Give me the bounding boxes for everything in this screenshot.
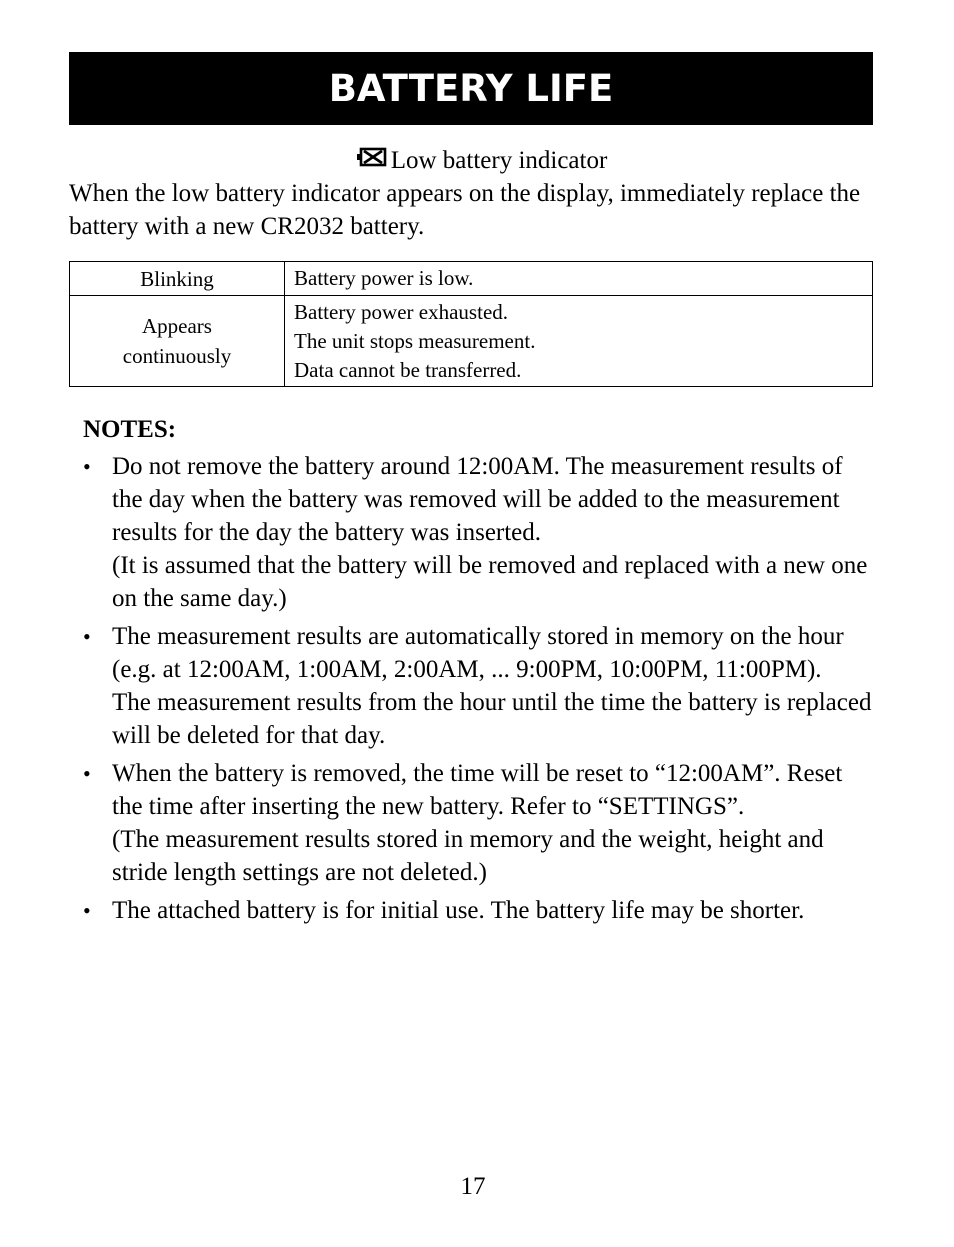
note-paragraph: (It is assumed that the battery will be removed and replaced with a new one on the same day.) [112,552,868,612]
list-item [83,757,873,889]
description-cell [285,296,873,387]
description-line: Data cannot be transferred. [294,357,522,382]
battery-status-table [69,261,873,387]
page-title: BATTERY LIFE [328,67,614,110]
state-line: Appears [142,314,212,338]
list-item [83,620,873,752]
page-title-bar [69,52,873,125]
list-item [83,894,873,927]
state-cell: Blinking [70,262,285,296]
note-paragraph: When the battery is removed, the time will be reset to “12:00AM”. Reset the time after inserting the new battery. Refer to “SETTINGS”. [112,760,843,820]
table-row [70,296,873,387]
indicator-label: Low battery indicator [390,147,608,174]
low-battery-icon [357,144,387,177]
description-line: Battery power exhausted. [294,299,509,324]
note-paragraph: (The measurement results stored in memory and the weight, height and stride length settings are not deleted.) [112,826,824,886]
bullet-icon: • [83,898,91,923]
description-line: Battery power is low. [294,266,474,290]
indicator-line [0,144,954,179]
list-item [83,450,873,615]
note-paragraph: Do not remove the battery around 12:00AM. The measurement results of the day when the battery was removed will be added to the measurement results for the day the battery was inserted. [112,453,843,546]
state-line: continuously [122,344,232,368]
bullet-icon: • [83,454,91,479]
description-cell [285,262,873,296]
notes-heading: NOTES: [83,416,177,443]
intro-text: When the low battery indicator appears on the display, immediately replace the battery with a new CR2032 battery. [69,180,861,240]
notes-list [83,450,873,932]
bullet-icon: • [83,624,91,649]
page-number: 17 [460,1173,486,1200]
note-paragraph: The measurement results from the hour until the time the battery is replaced will be deleted for that day. [112,689,872,749]
note-paragraph: The measurement results are automatically stored in memory on the hour (e.g. at 12:00AM, 1:00AM, 2:00AM, ... 9:00PM, 10:00PM, 11:00PM). [112,623,844,683]
table-row [70,262,873,296]
description-line: The unit stops measurement. [294,328,536,353]
note-paragraph: The attached battery is for initial use. The battery life may be shorter. [112,897,805,924]
state-cell [70,296,285,387]
bullet-icon: • [83,761,91,786]
